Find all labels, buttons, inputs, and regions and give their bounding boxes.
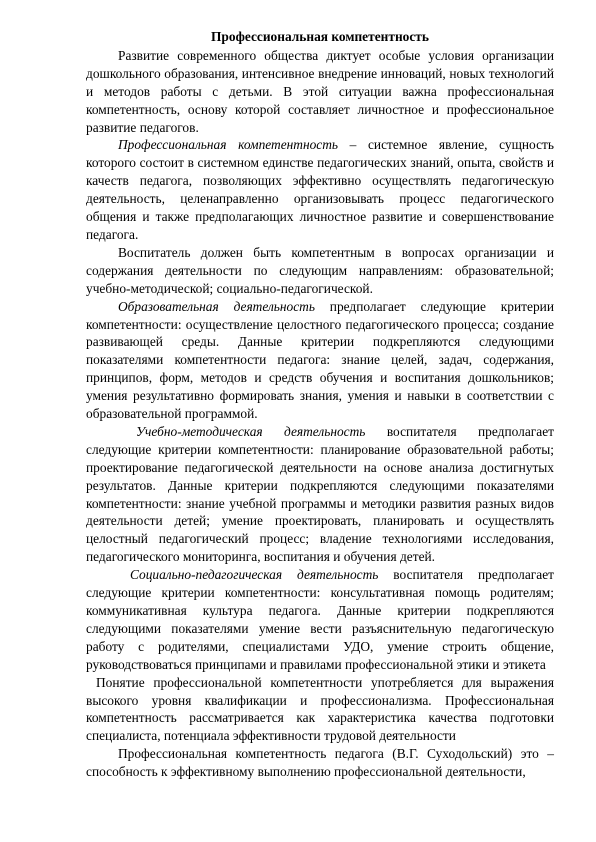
paragraph-text: Развитие современного общества диктует особые условия организации дошкольного образования, интенсивное внедрение инноваций, новых технологий и методов работы с детьми. В этой ситуации важна профессиональная компетентность, основу которой составляет личностное и профессиональное развитие педагогов.	[86, 47, 554, 135]
paragraph-text: – системное явление, сущность которого состоит в системном единстве педагогических знаний, опыта, свойств и качеств педагога, позволяющих эффективно осуществлять педагогическую деятельность, целенаправленно организовывать процесс педагогического общения и также предполагающих личностное развитие и совершенствование педагога.	[86, 137, 554, 242]
document-page	[86, 28, 554, 781]
paragraph-social	[86, 566, 554, 673]
paragraph-text: воспитателя предполагает следующие критерии компетентности: консультативная помощь родителям; коммуникативная культура педагога. Данные критерии подкрепляются следующими показателями умение вести разъяснительную педагогическую работу с родителями, специалистами УДО, умение строить общение, руководствоваться принципами и правилами профессиональной этики и этикета	[86, 567, 554, 672]
document-title: Профессиональная компетентность	[211, 29, 429, 44]
paragraph-term: Профессиональная компетентность	[118, 137, 339, 153]
paragraph-text: Воспитатель должен быть компетентным в вопросах организации и содержания деятельности по следующим направлениям: образовательной; учебно-методической; социально-педагогической.	[86, 244, 554, 296]
paragraph-educational	[86, 298, 554, 423]
paragraph-definition	[86, 136, 554, 243]
paragraph-directions	[86, 244, 554, 298]
paragraph-sukhodolsky	[86, 745, 554, 781]
paragraph-text: воспитателя предполагает следующие критерии компетентности: планирование образовательной работы; проектирование педагогической деятельности на основе анализа достигнутых результатов. Данные критерии подкрепляются следующими показателями компетентности: знание учебной программы и методики развития разных видов деятельности детей; умение проектировать, планировать и осуществлять целостный педагогический процесс; владение технологиями исследования, педагогического мониторинга, воспитания и обучения детей.	[86, 423, 555, 565]
paragraph-text: предполагает следующие критерии компетентности: осуществление целостного педагогического процесса; создание развивающей среды. Данные критерии подкрепляются следующими показателями компетентности педагога: знание целей, задач, содержания, принципов, форм, методов и средств обучения и воспитания дошкольников; умения результативно формировать знания, умения и навыки в соответствии с образовательной программой.	[86, 298, 554, 422]
paragraph-term: Учебно-методическая деятельность	[136, 423, 366, 439]
paragraph-text: Профессиональная компетентность педагога (В.Г. Суходольский) это – способность к эффективному выполнению профессиональной деятельности,	[86, 746, 554, 780]
paragraph-methodical	[86, 423, 554, 566]
paragraph-text: Понятие профессиональной компетентности употребляется для выражения высокого уровня квалификации и профессионализма. Профессиональная компетентность рассматривается как характеристика качества подготовки специалиста, потенциала эффективности трудовой деятельности	[86, 674, 554, 744]
paragraph-term: Образовательная деятельность	[118, 298, 315, 314]
paragraph-term: Социально-педагогическая деятельность	[130, 567, 379, 583]
paragraph-intro	[86, 47, 554, 137]
paragraph-concept	[86, 674, 554, 746]
